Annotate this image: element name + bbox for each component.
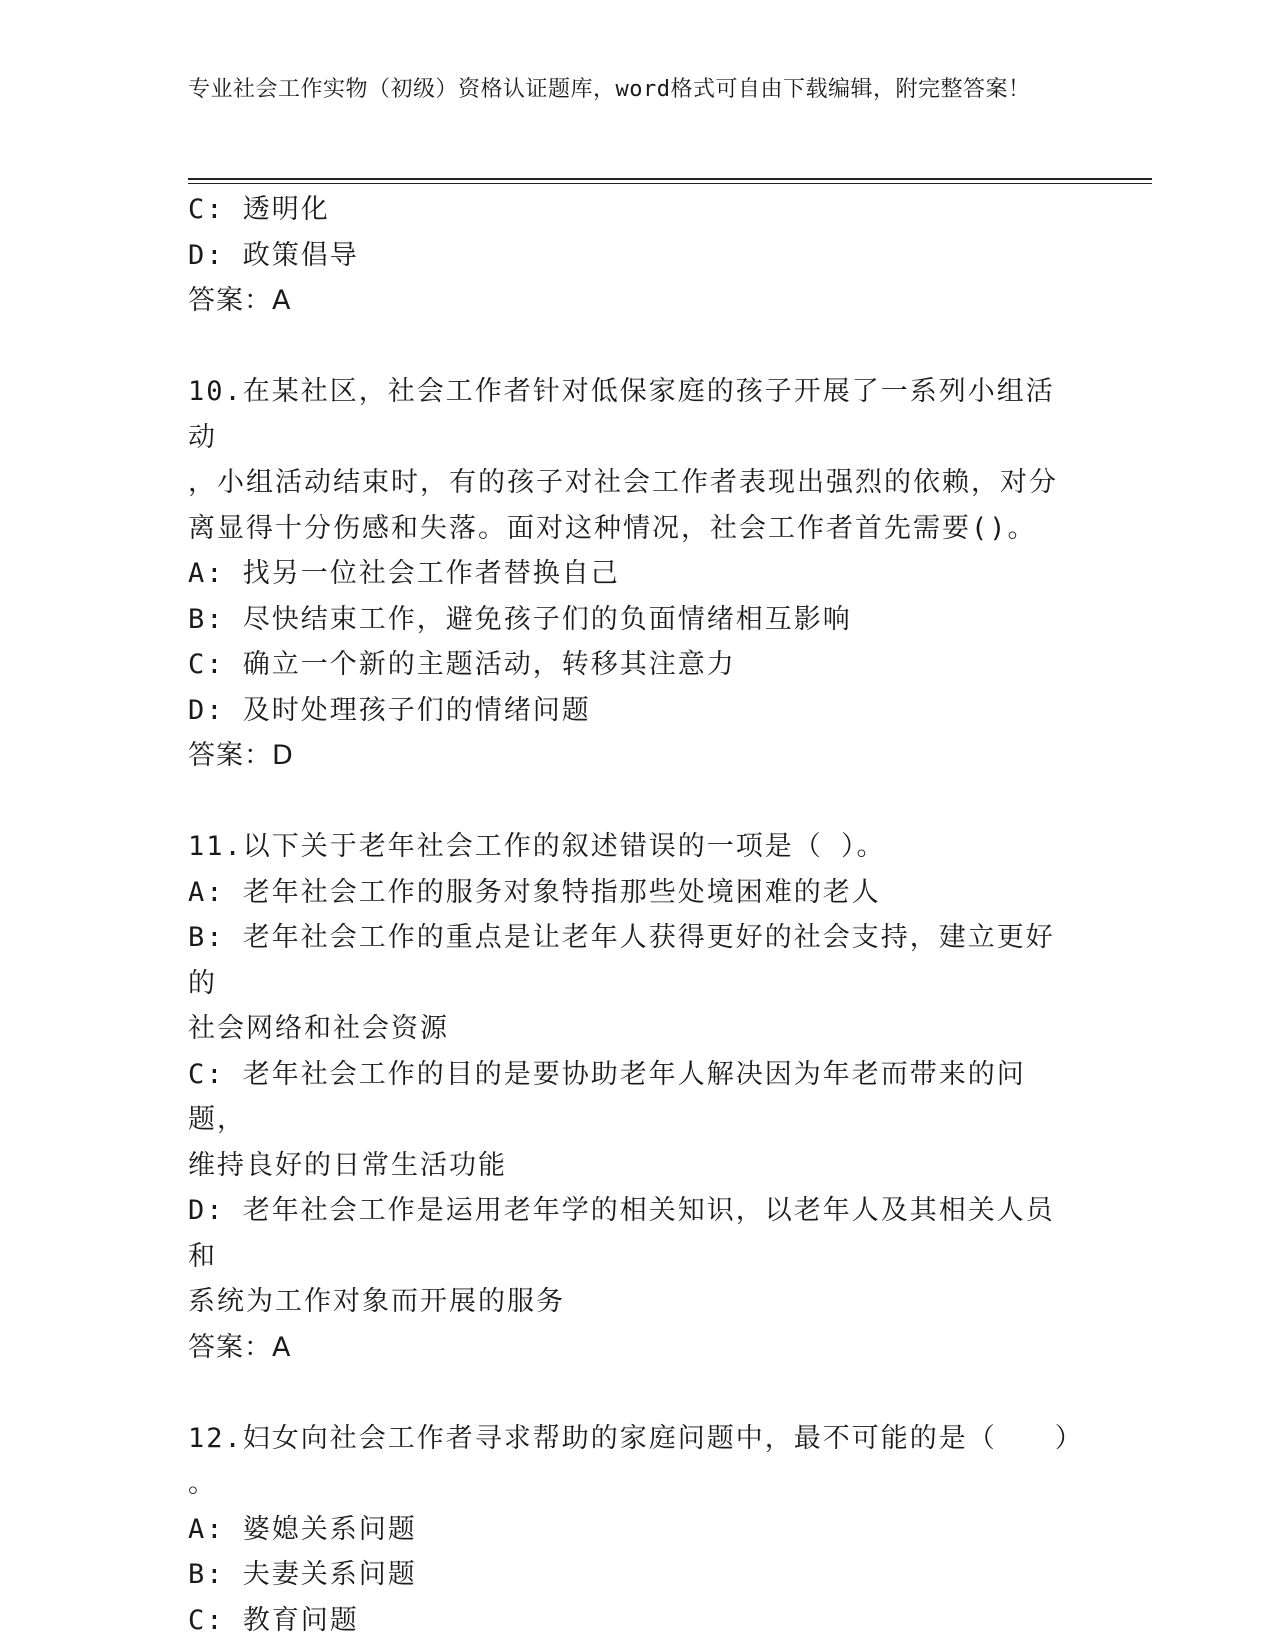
question-stem: 12.妇女向社会工作者寻求帮助的家庭问题中，最不可能的是（ ） — [188, 1422, 1084, 1454]
option-b: B: 夫妻关系问题 — [188, 1559, 417, 1590]
option-b: B: 尽快结束工作，避免孩子们的负面情绪相互影响 — [188, 603, 852, 635]
option-a: A: 婆媳关系问题 — [188, 1513, 417, 1545]
question-stem: 离显得十分伤感和失落。面对这种情况，社会工作者首先需要()。 — [188, 512, 1037, 544]
option-d-continued: 系统为工作对象而开展的服务 — [188, 1286, 565, 1317]
question-stem: 。 — [188, 1468, 217, 1499]
spacer — [188, 779, 1078, 825]
question-list — [188, 187, 1084, 1643]
answer: 答案：D — [188, 740, 294, 771]
question-stem: 11.以下关于老年社会工作的叙述错误的一项是（ ）。 — [188, 831, 886, 862]
question-stem: ，小组活动结束时，有的孩子对社会工作者表现出强烈的依赖，对分 — [188, 467, 1058, 498]
question-9-tail — [188, 187, 1078, 324]
question-11 — [188, 824, 1078, 1370]
option-b: B: 老年社会工作的重点是让老年人获得更好的社会支持，建立更好的 — [188, 922, 1055, 999]
spacer — [188, 1370, 1078, 1416]
question-stem: 10.在某社区，社会工作者针对低保家庭的孩子开展了一系列小组活动 — [188, 376, 1055, 453]
question-10 — [188, 369, 1078, 779]
option-c: C: 教育问题 — [188, 1604, 359, 1636]
option-c: C: 确立一个新的主题活动，转移其注意力 — [188, 649, 736, 680]
option-d: D: 政策倡导 — [188, 239, 359, 271]
page-header: 专业社会工作实物（初级）资格认证题库，word格式可自由下载编辑，附完整答案！ — [188, 77, 1031, 102]
answer: 答案：A — [188, 285, 292, 316]
option-a: A: 老年社会工作的服务对象特指那些处境困难的老人 — [188, 876, 881, 908]
option-b-continued: 社会网络和社会资源 — [188, 1013, 449, 1044]
option-d: D: 及时处理孩子们的情绪问题 — [188, 694, 591, 726]
question-12 — [188, 1416, 1084, 1644]
spacer — [188, 324, 1078, 370]
header-divider-thick — [188, 178, 1152, 180]
option-a: A: 找另一位社会工作者替换自己 — [188, 558, 620, 589]
option-c: C: 老年社会工作的目的是要协助老年人解决因为年老而带来的问题， — [188, 1058, 1026, 1135]
header-divider-thin — [188, 183, 1152, 184]
option-d: D: 老年社会工作是运用老年学的相关知识，以老年人及其相关人员和 — [188, 1195, 1055, 1272]
option-c: C: 透明化 — [188, 194, 330, 225]
option-c-continued: 维持良好的日常生活功能 — [188, 1149, 507, 1181]
answer: 答案：A — [188, 1331, 292, 1363]
